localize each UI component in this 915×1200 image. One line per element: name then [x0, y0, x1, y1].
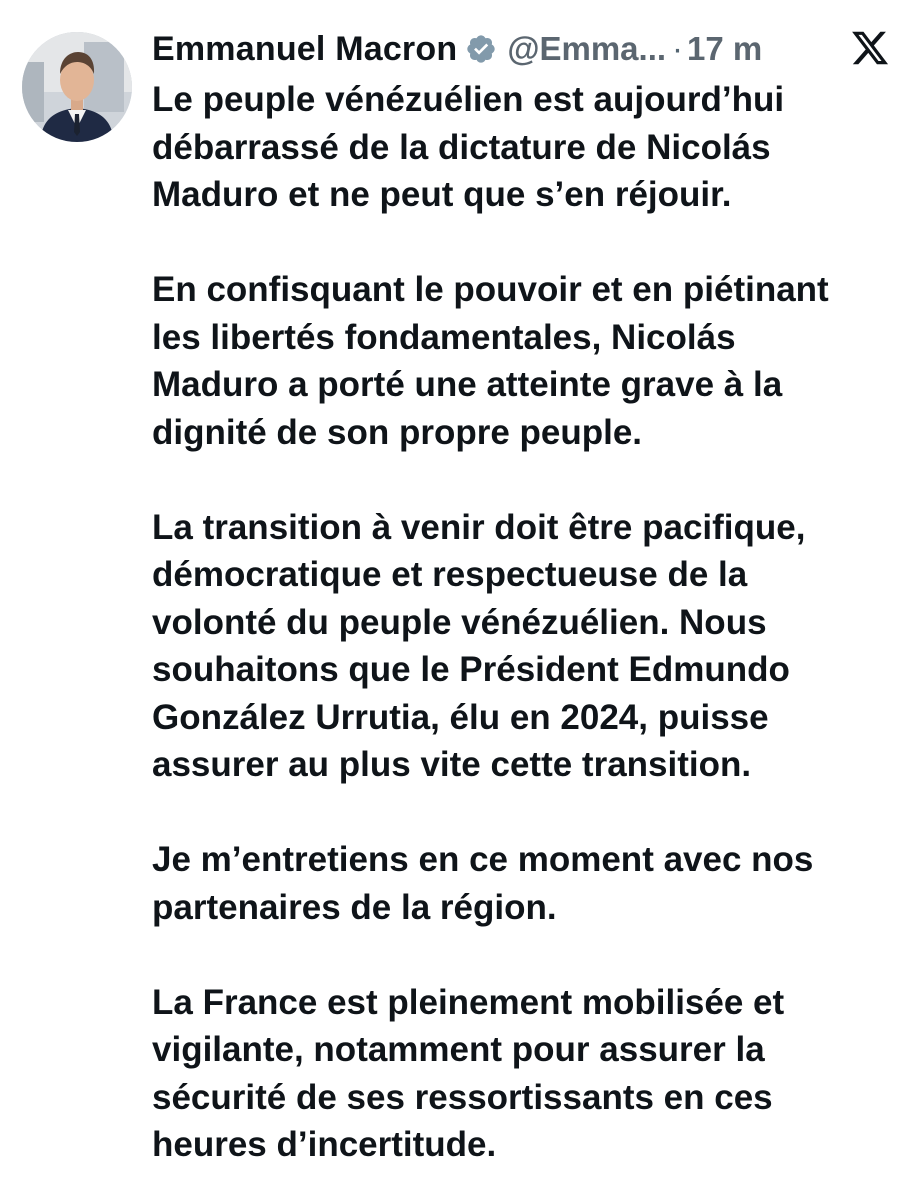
- avatar-photo: [22, 32, 132, 142]
- tweet-text: [152, 76, 902, 1169]
- tweet-paragraph: Le peuple vénézuélien est aujourd’hui débarrassé de la dictature de Nicolás Maduro et ne peut que s’en réjouir.: [152, 80, 785, 214]
- tweet-header: [152, 26, 762, 72]
- tweet-paragraph: Je m’entretiens en ce moment avec nos partenaires de la région.: [152, 840, 814, 927]
- post-timestamp[interactable]: 17 m: [687, 30, 763, 67]
- tweet-paragraph: En confisquant le pouvoir et en piétinant les libertés fondamentales, Nicolás Maduro a porté une atteinte grave à la dignité de son propre peuple.: [152, 270, 829, 452]
- author-avatar[interactable]: [22, 32, 132, 142]
- author-name[interactable]: Emmanuel Macron: [152, 29, 458, 68]
- x-logo-icon[interactable]: [849, 28, 891, 68]
- header-separator: ·: [672, 30, 684, 67]
- verified-badge-icon: [465, 33, 497, 65]
- tweet-paragraph: La transition à venir doit être pacifique, démocratique et respectueuse de la volonté du peuple vénézuélien. Nous souhaitons que le Président Edmundo González Urrutia, élu en 2024, puisse assurer au plus vite cette transition.: [152, 507, 806, 784]
- tweet-paragraph: La France est pleinement mobilisée et vigilante, notamment pour assurer la sécurité de ses ressortissants en ces heures d’incertitude.: [152, 982, 785, 1164]
- author-handle[interactable]: @Emma...: [507, 30, 667, 67]
